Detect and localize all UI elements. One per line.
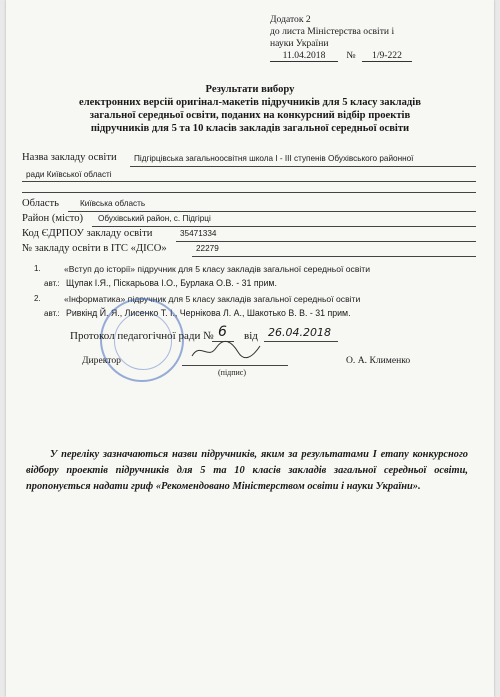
- edrpou-value: 35471334: [180, 229, 217, 238]
- book-authors: Ривкінд Й. Я., Лисенко Т. І., Чернікова Л. А., Шакотько В. В. - 31 прим.: [66, 308, 351, 318]
- itc-value: 22279: [196, 244, 219, 253]
- document-page: [6, 0, 494, 697]
- book-authors-label: авт.:: [44, 309, 60, 318]
- signature-caption: (підпис): [218, 368, 247, 377]
- letter-date: 11.04.2018: [270, 50, 338, 62]
- book-number: 1.: [34, 264, 41, 273]
- itc-label: № закладу освіти в ІТС «ДІСО»: [22, 243, 167, 254]
- protocol-number: 6: [218, 324, 227, 340]
- instruction-note: У переліку зазначаються назви підручників, яким за результатами І етапу конкурсного відбору проектів підручників для 5 та 10 класів закладів загальної середньої освіти, пропонується надати гриф «Рекомендовано Міністерством освіти і науки України».: [26, 449, 468, 492]
- school-name-value-cont: ради Київської області: [26, 170, 112, 179]
- school-name-underline: [130, 166, 476, 167]
- doc-title: Результати вибору: [205, 84, 295, 95]
- book-authors: Щупак І.Я., Піскарьова І.О., Бурлака О.В. - 31 прим.: [66, 278, 277, 288]
- letter-number: 1/9-222: [362, 50, 412, 62]
- blank-line: [22, 192, 476, 193]
- protocol-label: Протокол педагогічної ради №: [70, 330, 214, 342]
- book-title: «Інформатика» підручник для 5 класу закладів загальної середньої освіти: [64, 294, 361, 304]
- addendum-ref-line2: до листа Міністерства освіти і: [270, 26, 395, 37]
- itc-underline: [192, 256, 476, 257]
- school-name-value: Підгірцівська загальноосвітня школа I - III ступенів Обухівського районної: [134, 154, 414, 163]
- region-label: Область: [22, 198, 59, 209]
- doc-title-line4: підручників для 5 та 10 класів закладів загальної середньої освіти: [90, 123, 410, 134]
- signature-scribble: [186, 338, 266, 364]
- district-underline: [92, 226, 476, 227]
- protocol-date-label: від: [244, 330, 258, 342]
- protocol-date-underline: [264, 341, 338, 342]
- addendum-label: Додаток 2: [270, 14, 311, 25]
- edrpou-underline: [176, 241, 476, 242]
- school-name-label: Назва закладу освіти: [22, 152, 117, 163]
- region-underline: [68, 211, 476, 212]
- addendum-ref-line3: науки України: [270, 38, 329, 49]
- book-title: «Вступ до історії» підручник для 5 класу закладів загальної середньої освіти: [64, 264, 371, 274]
- region-value: Київська область: [80, 199, 146, 208]
- doc-title-line3: загальної середньої освіти, поданих на конкурсний відбір проектів: [89, 110, 411, 121]
- book-authors-label: авт.:: [44, 279, 60, 288]
- district-label: Район (місто): [22, 213, 84, 224]
- district-value: Обухівський район, с. Підгірці: [98, 214, 211, 223]
- edrpou-label: Код ЄДРПОУ закладу освіти: [22, 228, 153, 239]
- school-name-underline-2: [22, 181, 476, 182]
- letter-number-sign: №: [346, 50, 356, 61]
- addendum-ref-line4: [270, 50, 410, 62]
- protocol-date: 26.04.2018: [268, 326, 331, 339]
- book-number: 2.: [34, 294, 41, 303]
- signature-underline: [182, 365, 288, 366]
- director-name: О. А. Клименко: [346, 355, 411, 366]
- director-label: Директор: [82, 355, 121, 366]
- doc-title-line2: електронних версій оригінал-макетів підручників для 5 класу закладів: [79, 97, 421, 108]
